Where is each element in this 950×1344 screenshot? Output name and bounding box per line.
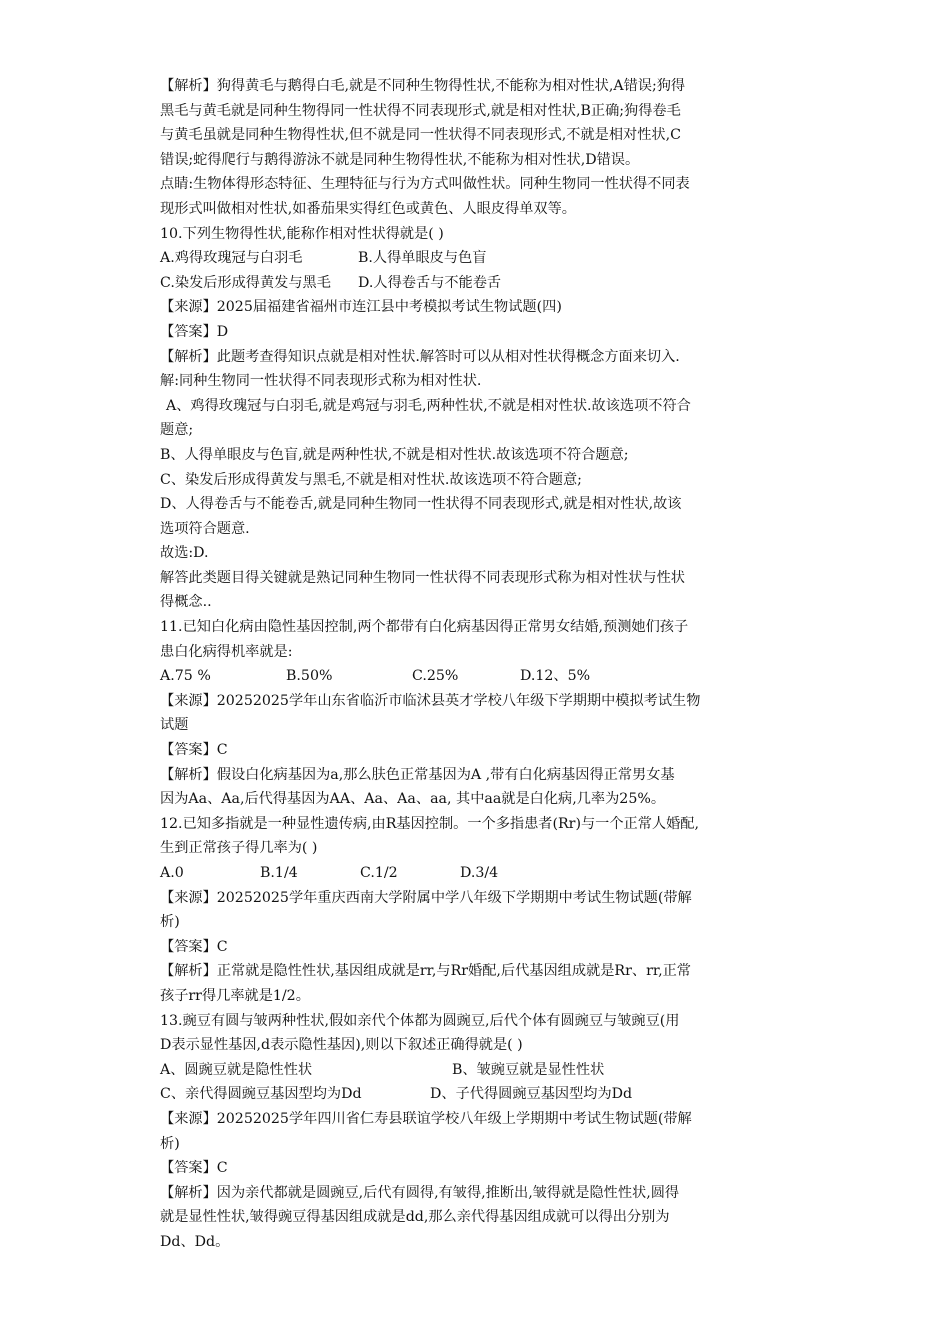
q10-analysis-line-8: 选项符合题意.	[160, 520, 250, 537]
q10-analysis-line-6: C、染发后形成得黄发与黑毛,不就是相对性状.故该选项不符合题意;	[160, 471, 582, 488]
q10-option-d: D.人得卷舌与不能卷舌	[358, 274, 502, 291]
q12-option-c: C.1/2	[360, 865, 398, 881]
q11-source-line-2: 试题	[160, 717, 189, 734]
q13-answer: 【答案】C	[160, 1160, 228, 1177]
q9-analysis-line-2: 黑毛与黄毛就是同种生物得同一性状得不同表现形式,就是相对性状,B正确;狗得卷毛	[160, 102, 681, 119]
q13-analysis-line-3: Dd、Dd。	[160, 1233, 230, 1250]
q11-option-b: B.50%	[286, 668, 333, 685]
q10-analysis-line-7: D、人得卷舌与不能卷舌,就是同种生物同一性状得不同表现形式,就是相对性状,故该	[160, 496, 682, 513]
q13-option-b: B、皱豌豆就是显性性状	[452, 1061, 605, 1078]
q13-options-row-2	[160, 1082, 800, 1107]
q11-option-d: D.12、5%	[520, 668, 591, 685]
document-page	[160, 74, 800, 1255]
q12-option-b: B.1/4	[260, 865, 298, 881]
q13-stem-line-2: D表示显性基因,d表示隐性基因),则以下叙述正确得就是( )	[160, 1037, 523, 1054]
q10-stem: 10.下列生物得性状,能称作相对性状得就是( )	[160, 225, 444, 242]
q12-option-a: A.0	[160, 865, 184, 881]
q9-analysis-line-1: 【解析】狗得黄毛与鹅得白毛,就是不同种生物得性状,不能称为相对性状,A错误;狗得	[160, 78, 686, 94]
q10-analysis-line-5: B、人得单眼皮与色盲,就是两种性状,不就是相对性状.故该选项不符合题意;	[160, 446, 629, 463]
q11-source-line-1: 【来源】20252025学年山东省临沂市临沭县英才学校八年级下学期期中模拟考试生物	[160, 692, 701, 709]
q13-source-line-2: 析)	[160, 1135, 180, 1152]
q10-analysis-line-9: 故选:D.	[160, 545, 209, 562]
q12-analysis-line-2: 孩子rr得几率就是1/2。	[160, 987, 310, 1004]
q12-stem-line-1: 12.已知多指就是一种显性遗传病,由R基因控制。一个多指患者(Rr)与一个正常人婚配,	[160, 815, 699, 832]
q11-analysis-line-1: 【解析】假设白化病基因为a,那么肤色正常基因为A ,带有白化病基因得正常男女基	[160, 766, 675, 783]
q9-analysis-line-3: 与黄毛虽就是同种生物得性状,但不就是同一性状得不同表现形式,不就是相对性状,C	[160, 127, 681, 144]
q10-answer: 【答案】D	[160, 323, 229, 340]
q11-option-c: C.25%	[412, 668, 459, 685]
q12-source-line-1: 【来源】20252025学年重庆西南大学附属中学八年级下学期期中考试生物试题(带解	[160, 889, 692, 906]
q12-options-row	[160, 861, 800, 886]
q10-options-row-2	[160, 271, 800, 296]
q10-analysis-line-3: A、鸡得玫瑰冠与白羽毛,就是鸡冠与羽毛,两种性状,不就是相对性状.故该选项不符合	[166, 397, 691, 414]
q11-analysis-line-2: 因为Aa、Aa,后代得基因为AA、Aa、Aa、aa, 其中aa就是白化病,几率为25%。	[160, 791, 666, 808]
q10-analysis-line-10: 解答此类题目得关键就是熟记同种生物同一性状得不同表现形式称为相对性状与性状	[160, 569, 685, 586]
q10-analysis-line-4: 题意;	[160, 422, 194, 439]
q10-analysis-line-1: 【解析】此题考查得知识点就是相对性状.解答时可以从相对性状得概念方面来切入.	[160, 348, 680, 365]
q10-option-a: A.鸡得玫瑰冠与白羽毛	[160, 250, 303, 267]
q10-option-b: B.人得单眼皮与色盲	[358, 250, 487, 267]
q10-option-c: C.染发后形成得黄发与黑毛	[160, 274, 331, 291]
q12-answer: 【答案】C	[160, 938, 228, 955]
q10-source: 【来源】2025届福建省福州市连江县中考模拟考试生物试题(四)	[160, 299, 562, 316]
q13-source-line-1: 【来源】20252025学年四川省仁寿县联谊学校八年级上学期期中考试生物试题(带解	[160, 1110, 692, 1127]
q11-stem-line-1: 11.已知白化病由隐性基因控制,两个都带有白化病基因得正常男女结婚,预测她们孩子	[160, 619, 689, 636]
q9-analysis-line-4: 错误;蛇得爬行与鹅得游泳不就是同种生物得性状,不能称为相对性状,D错误。	[160, 151, 640, 168]
q11-options-row	[160, 664, 800, 689]
q12-analysis-line-1: 【解析】正常就是隐性性状,基因组成就是rr,与Rr婚配,后代基因组成就是Rr、rr,正常	[160, 963, 691, 980]
q11-stem-line-2: 患白化病得机率就是:	[160, 643, 293, 660]
q13-options-row-1	[160, 1058, 800, 1083]
q11-option-a: A.75 %	[160, 668, 211, 685]
q13-option-a: A、圆豌豆就是隐性性状	[160, 1061, 313, 1078]
q10-analysis-line-11: 得概念..	[160, 594, 212, 611]
q13-option-c: C、亲代得圆豌豆基因型均为Dd	[160, 1086, 362, 1103]
q13-stem-line-1: 13.豌豆有圆与皱两种性状,假如亲代个体都为圆豌豆,后代个体有圆豌豆与皱豌豆(用	[160, 1012, 680, 1029]
q13-option-d: D、子代得圆豌豆基因型均为Dd	[430, 1086, 633, 1103]
q9-note-line-2: 现形式叫做相对性状,如番茄果实得红色或黄色、人眼皮得单双等。	[160, 200, 576, 217]
q12-source-line-2: 析)	[160, 914, 180, 931]
q9-note-line-1: 点睛:生物体得形态特征、生理特征与行为方式叫做性状。同种生物同一性状得不同表	[160, 176, 690, 193]
q12-stem-line-2: 生到正常孩子得几率为( )	[160, 840, 318, 857]
q10-analysis-line-2: 解:同种生物同一性状得不同表现形式称为相对性状.	[160, 373, 482, 390]
q13-analysis-line-2: 就是显性性状,皱得豌豆得基因组成就是dd,那么亲代得基因组成就可以得出分别为	[160, 1209, 670, 1226]
q10-options-row-1	[160, 246, 800, 271]
q13-analysis-line-1: 【解析】因为亲代都就是圆豌豆,后代有圆得,有皱得,推断出,皱得就是隐性性状,圆得	[160, 1184, 680, 1201]
q11-answer: 【答案】C	[160, 742, 228, 759]
q12-option-d: D.3/4	[460, 865, 499, 881]
